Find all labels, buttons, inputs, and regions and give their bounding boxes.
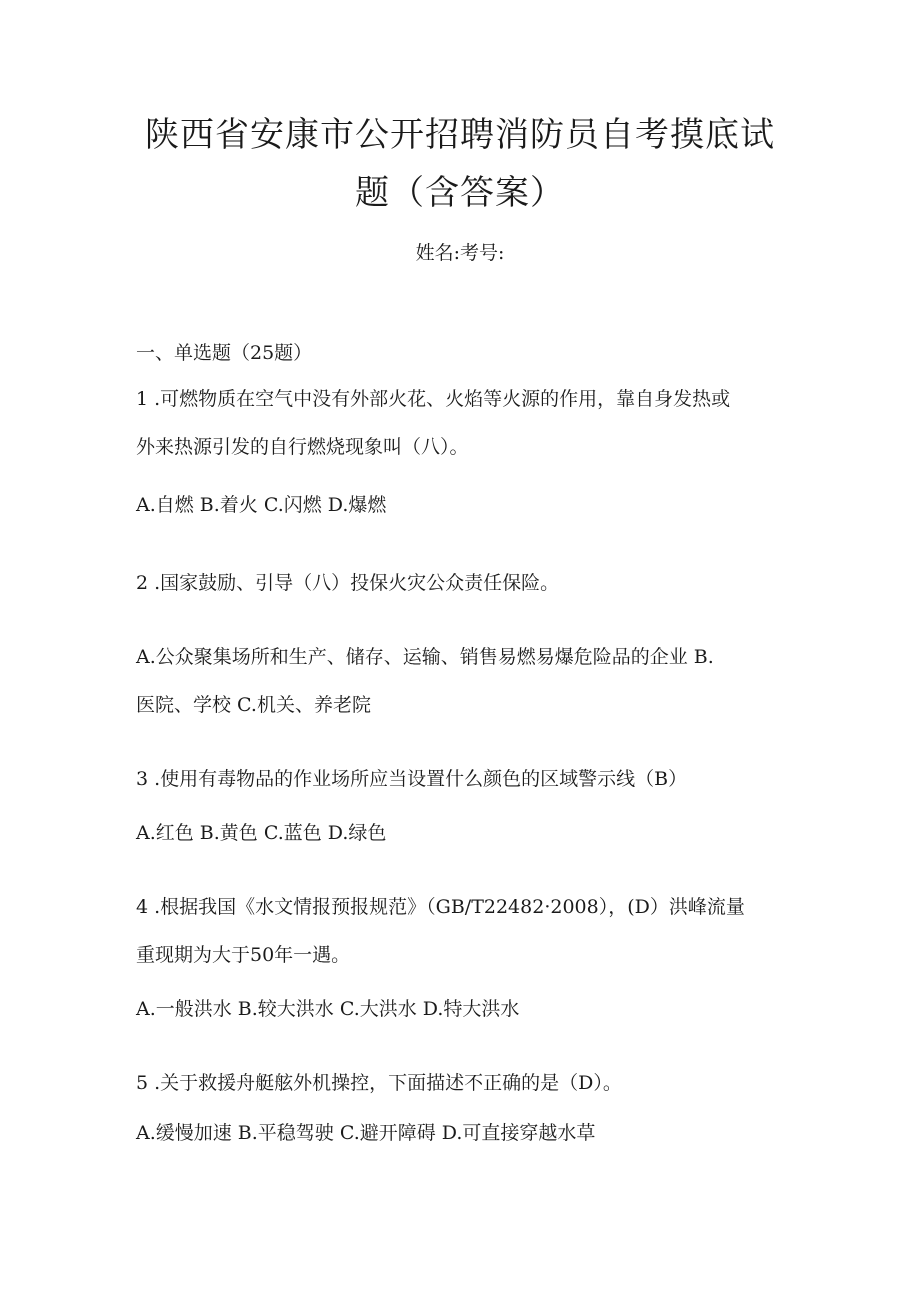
question-3-options: A.红色 B.黄色 C.蓝色 D.绿色 <box>136 822 387 844</box>
question-4-options: A.一般洪水 B.较大洪水 C.大洪水 D.特大洪水 <box>136 998 520 1020</box>
question-2-options-line-1: A.公众聚集场所和生产、储存、运输、销售易燃易爆危险品的企业 B. <box>136 646 714 668</box>
question-1-options: A.自燃 B.着火 C.闪燃 D.爆燃 <box>136 494 387 516</box>
question-4-stem-line-1: 4 .根据我国《水文情报预报规范》（GB/T22482·2008），(D）洪峰流量 <box>136 896 745 918</box>
question-5-options: A.缓慢加速 B.平稳驾驶 C.避开障碍 D.可直接穿越水草 <box>136 1122 596 1144</box>
document-title <box>120 106 800 222</box>
title-line-1: 陕西省安康市公开招聘消防员自考摸底试 <box>145 115 775 155</box>
question-3-stem: 3 .使用有毒物品的作业场所应当设置什么颜色的区域警示线（B） <box>136 768 688 790</box>
name-and-exam-number: 姓名:考号: <box>415 242 505 264</box>
section-heading: 一、单选题（25题） <box>136 342 313 364</box>
title-line-2: 题（含答案） <box>355 173 565 213</box>
question-5-stem: 5 .关于救援舟艇舷外机操控，下面描述不正确的是（D）。 <box>136 1072 622 1094</box>
question-1-stem-line-2: 外来热源引发的自行燃烧现象叫（八）。 <box>136 436 469 458</box>
question-2-stem: 2 .国家鼓励、引导（八）投保火灾公众责任保险。 <box>136 572 560 594</box>
question-2-options-line-2: 医院、学校 C.机关、养老院 <box>136 694 371 716</box>
question-4-stem-line-2: 重现期为大于50年一遇。 <box>136 944 351 966</box>
question-1-stem-line-1: 1 .可燃物质在空气中没有外部火花、火焰等火源的作用，靠自身发热或 <box>136 388 731 410</box>
